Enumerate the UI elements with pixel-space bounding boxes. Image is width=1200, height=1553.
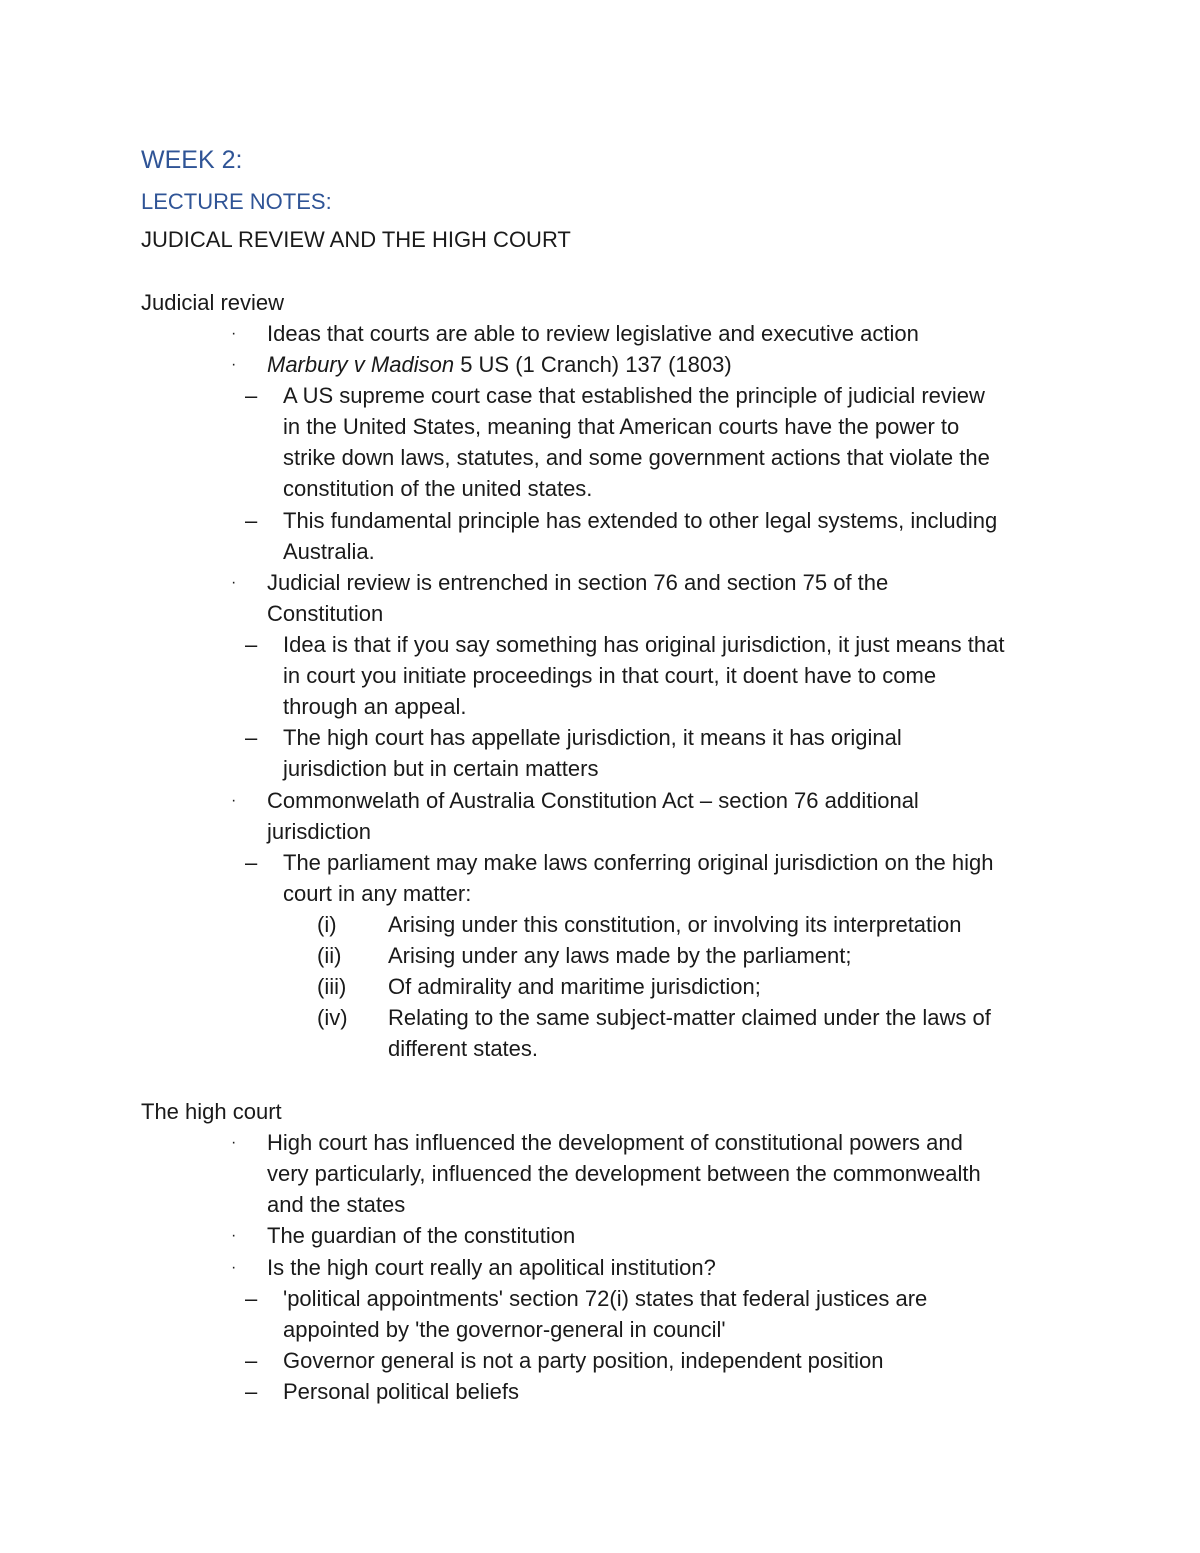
dash-item: Personal political beliefs (283, 1379, 520, 1404)
lecture-notes-heading: LECTURE NOTES: (141, 189, 332, 214)
dash-item: Governor general is not a party position, independent position (283, 1348, 884, 1373)
bullet-dot: · (231, 325, 237, 342)
dash-item-line: constitution of the united states. (283, 476, 593, 501)
dash-item-line: in court you initiate proceedings in that court, it doent have to come (283, 663, 937, 688)
bullet-item-line: Constitution (267, 601, 384, 626)
bullet-item-line: Commonwelath of Australia Constitution Act – section 76 additional (267, 788, 919, 813)
bullet-dot: · (231, 574, 237, 591)
section-heading-judicial-review: Judicial review (141, 290, 285, 315)
dash-item-line: The parliament may make laws conferring original jurisdiction on the high (283, 850, 994, 875)
dash-item-line: This fundamental principle has extended to other legal systems, including (283, 508, 998, 533)
dash-marker: – (245, 632, 258, 657)
numbered-item: Arising under any laws made by the parliament; (388, 943, 852, 968)
dash-item-line: strike down laws, statutes, and some government actions that violate the (283, 445, 990, 470)
dash-marker: – (245, 725, 258, 750)
bullet-dot: · (231, 1259, 237, 1276)
bullet-item-line: and the states (267, 1192, 406, 1217)
week-title: WEEK 2: (141, 146, 243, 174)
dash-marker: – (245, 1286, 258, 1311)
case-citation: 5 US (1 Cranch) 137 (1803) (454, 352, 732, 377)
document-title: JUDICAL REVIEW AND THE HIGH COURT (141, 227, 571, 252)
dash-marker: – (245, 1348, 258, 1373)
dash-marker: – (245, 383, 258, 408)
bullet-item: Ideas that courts are able to review legislative and executive action (267, 321, 919, 346)
numbered-label: (iii) (317, 974, 347, 999)
numbered-label: (ii) (317, 943, 342, 968)
bullet-item: The guardian of the constitution (267, 1223, 576, 1248)
dash-item-line: jurisdiction but in certain matters (283, 756, 599, 781)
dash-item-line: The high court has appellate jurisdiction, it means it has original (283, 725, 902, 750)
dash-marker: – (245, 508, 258, 533)
numbered-item: Arising under this constitution, or involving its interpretation (388, 912, 962, 937)
numbered-item: different states. (388, 1036, 539, 1061)
dash-item-line: A US supreme court case that established the principle of judicial review (283, 383, 985, 408)
numbered-item: Of admirality and maritime jurisdiction; (388, 974, 761, 999)
bullet-dot: · (231, 1227, 237, 1244)
dash-marker: – (245, 850, 258, 875)
bullet-item-case-citation (267, 349, 732, 380)
bullet-item: Is the high court really an apolitical institution? (267, 1255, 716, 1280)
bullet-item-line: very particularly, influenced the development between the commonwealth (267, 1161, 981, 1186)
bullet-dot: · (231, 792, 237, 809)
case-name: Marbury v Madison (267, 352, 455, 377)
numbered-label: (iv) (317, 1005, 348, 1030)
bullet-dot: · (231, 356, 237, 373)
dash-item-line: in the United States, meaning that American courts have the power to (283, 414, 960, 439)
numbered-label: (i) (317, 912, 337, 937)
dash-item-line: court in any matter: (283, 881, 472, 906)
bullet-item-line: jurisdiction (267, 819, 371, 844)
bullet-dot: · (231, 1134, 237, 1151)
dash-item-line: Idea is that if you say something has original jurisdiction, it just means that (283, 632, 1005, 657)
dash-item-line: appointed by 'the governor-general in council' (283, 1317, 726, 1342)
section-heading-high-court: The high court (141, 1099, 282, 1124)
bullet-item-line: Judicial review is entrenched in section 76 and section 75 of the (267, 570, 889, 595)
numbered-item: Relating to the same subject-matter claimed under the laws of (388, 1005, 991, 1030)
dash-item-line: through an appeal. (283, 694, 467, 719)
dash-item-line: 'political appointments' section 72(i) states that federal justices are (283, 1286, 928, 1311)
bullet-item-line: High court has influenced the development of constitutional powers and (267, 1130, 963, 1155)
dash-marker: – (245, 1379, 258, 1404)
dash-item-line: Australia. (283, 539, 375, 564)
